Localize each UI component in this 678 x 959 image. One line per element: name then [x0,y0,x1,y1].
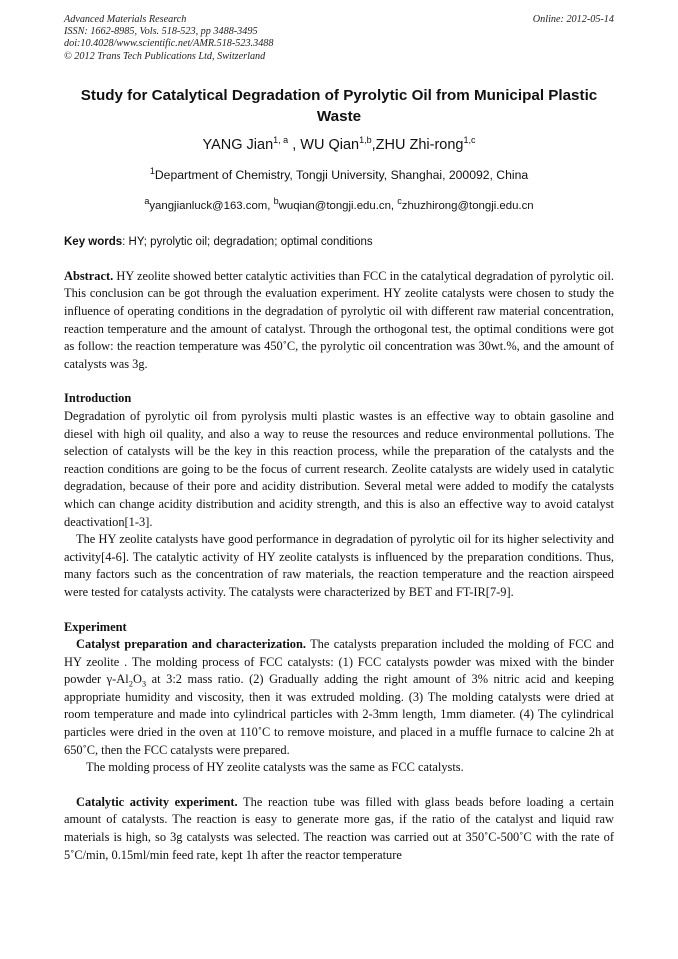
catalyst-preparation-text: O [132,672,142,687]
author-name: ZHU Zhi-rong [375,136,464,153]
catalyst-preparation-paragraph [64,636,614,759]
doi-line: doi:10.4028/www.scientific.net/AMR.518-523.3488 [64,38,274,50]
email-superscript: a [144,196,150,207]
catalytic-activity-paragraph [64,794,614,864]
journal-header [64,14,614,63]
abstract [64,268,614,374]
affiliation [64,167,614,183]
paper-title: Study for Catalytical Degradation of Pyrolytic Oil from Municipal Plastic Waste [80,86,598,125]
email-superscript: c [397,196,402,207]
keywords-text: : HY; pyrolytic oil; degradation; optimal conditions [122,235,373,248]
email-superscript: b [273,196,279,207]
catalytic-activity-label: Catalytic activity experiment. [76,794,238,809]
introduction-paragraph-2: The HY zeolite catalysts have good performance in degradation of pyrolytic oil for its higher selectivity and activity[4-6]. The catalytic activity of HY zeolite catalysts is influenced by the preparation conditions. Thus, many factors such as the concentration of raw materials, the reaction temperature and the reaction airspeed were tested for catalysts activity. The catalysts were characterized by BET and FT-IR[7-9]. [64,532,614,599]
catalyst-preparation-text: at 3:2 mass ratio. (2) Gradually adding the right amount of 3% nitric acid and keeping appropriate humidity and viscosity, then it was extruded molding. (3) The molding catalysts were dried at room temperature and made into cylindrical particles with 2-3mm length, 1mm diameter. (4) The cylindrical particles were dried in the oven at 110˚C to remove moisture, and placed in a muffle furnace to calcine 2h at 650˚C, then the FCC catalysts were prepared. [64,672,615,757]
copyright-line: © 2012 Trans Tech Publications Ltd, Switzerland [64,50,266,62]
author-name: WU Qian [300,136,360,153]
author-superscript: 1,c [463,134,476,145]
email-address: yangjianluck@163.com, [149,199,274,212]
author-superscript: 1,b [359,134,372,145]
affiliation-text: Department of Chemistry, Tongji University, Shanghai, 200092, China [154,167,529,182]
online-date: Online: 2012-05-14 [532,14,614,25]
subscript: 2 [128,678,133,689]
hy-molding-paragraph: The molding process of HY zeolite catalysts was the same as FCC catalysts. [86,760,464,775]
catalyst-preparation-text: The catalysts preparation included the molding of FCC and HY zeolite . The molding process of FCC catalysts: (1) FCC catalysts powder was mixed with the binder powder γ-Al [64,637,614,687]
author-superscript: 1, a [273,134,289,145]
author-separator: , [288,136,301,153]
abstract-label: Abstract. [64,268,114,283]
keywords [64,234,614,250]
keywords-label: Key words [64,235,123,248]
email-address: wuqian@tongji.edu.cn, [278,199,398,212]
author-separator: , [371,136,376,153]
catalytic-activity-text: The reaction tube was filled with glass beads before loading a certain amount of catalysts. The reaction is easy to generate more gas, if the ratio of the catalyst and liquid raw materials is high, so 3g catalysts was selected. The reaction was carried out at 350˚C-500˚C with the rate of 5˚C/min, 0.15ml/min feed rate, kept 1h after the reactor temperature [64,794,614,862]
paper-page [64,14,614,864]
catalyst-preparation-label: Catalyst preparation and characterization. [76,637,306,652]
experiment-heading: Experiment [64,619,127,634]
issn-line: ISSN: 1662-8985, Vols. 518-523, pp 3488-3495 [64,26,258,38]
subscript: 3 [141,678,147,689]
introduction-paragraph-1: Degradation of pyrolytic oil from pyrolysis multi plastic wastes is an effective way to obtain gasoline and diesel with high oil quality, and also a way to reuse the resources and reduce environmental pollutions. The selection of catalysts will be the key in this reaction process, while the preparation of the catalysts and the reaction conditions are going to be the focus of current research. Zeolite catalysts are widely used in catalytic degradation, because of their pore and acidity distribution. Several metal were added to modify the catalysts which can change acidity distribution and acidity strength, and this is also an effective way to avoid catalyst deactivation[1-3]. [64,408,614,529]
author-list [64,136,614,154]
introduction-heading: Introduction [64,391,132,406]
affiliation-superscript: 1 [149,165,155,176]
email-list [64,198,614,214]
abstract-text: HY zeolite showed better catalytic activities than FCC in the catalytical degradation of pyrolytic oil. This conclusion can be got through the evaluation experiment. HY zeolite catalysts were chosen to study the influence of operating conditions in the degradation of pyrolytic oil with different raw material concentration, reaction temperature and the amount of catalyst. Through the orthogonal test, the optimal conditions were got as follow: the reaction temperature was 450˚C, the pyrolytic oil concentration was 30wt.%, and the amount of catalysts was 3g. [64,268,614,371]
email-address: zhuzhirong@tongji.edu.cn [401,199,534,212]
journal-name: Advanced Materials Research [64,14,187,25]
author-name: YANG Jian [202,136,274,153]
